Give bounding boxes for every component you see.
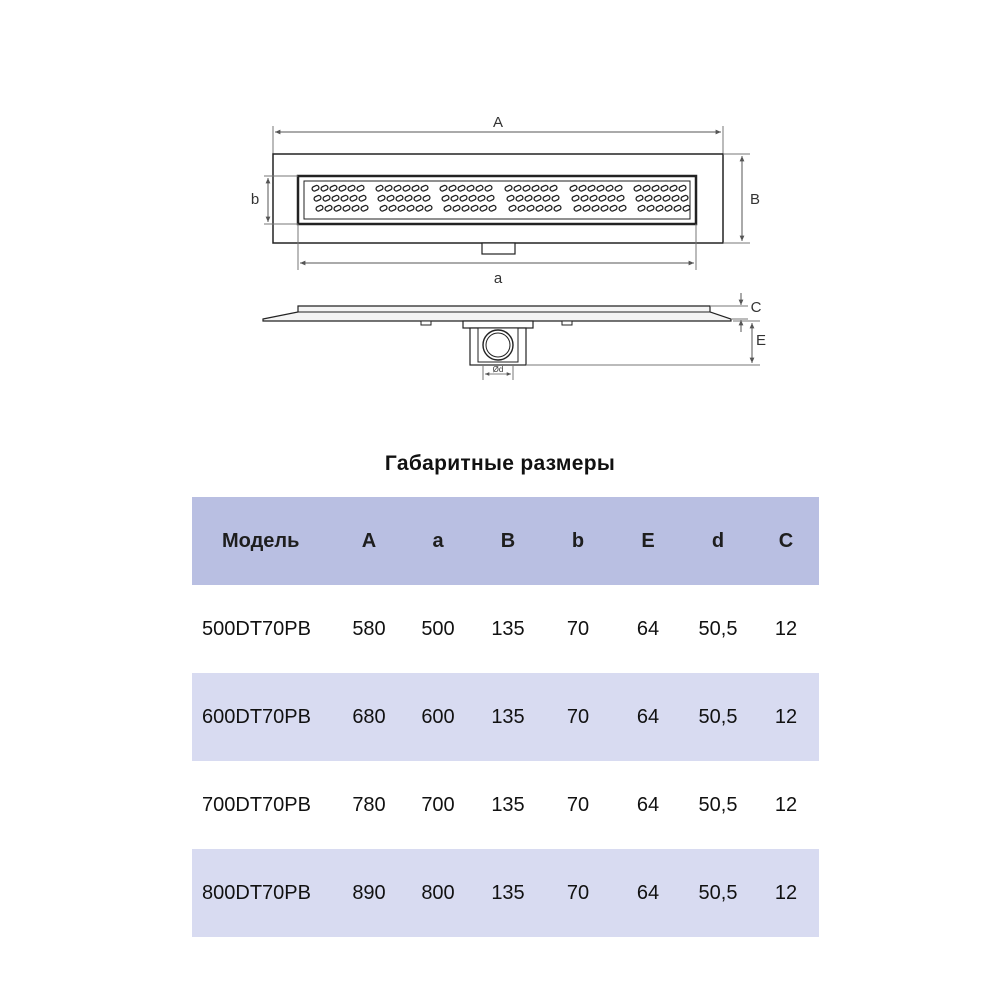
- header-cell-B: B: [473, 497, 543, 585]
- table-row: [192, 761, 819, 849]
- dimension-b-label: b: [250, 191, 260, 208]
- side-foot-right: [562, 321, 572, 325]
- dimensions-table: [192, 497, 819, 937]
- dimension-B-label: B: [749, 191, 761, 208]
- cell-b: 70: [543, 673, 613, 761]
- cell-A: 890: [335, 849, 403, 937]
- cell-E: 64: [636, 617, 660, 640]
- dimension-C-label: C: [750, 299, 762, 316]
- cell-d: 50,5: [683, 673, 753, 761]
- cell-C: 12: [774, 617, 798, 640]
- side-flange: [263, 306, 731, 321]
- header-cell-d: d: [683, 497, 753, 585]
- header-cell-a: a: [403, 497, 473, 585]
- cell-a: 700: [421, 793, 455, 816]
- cell-model: 800DT70PB: [192, 849, 335, 937]
- table-row: [192, 585, 819, 673]
- dimension-A: [273, 114, 723, 154]
- dimension-C: [710, 293, 762, 332]
- cell-b: 70: [566, 617, 590, 640]
- table-title: Габаритные размеры: [384, 452, 616, 475]
- cell-a: 600: [403, 673, 473, 761]
- cell-C: 12: [774, 793, 798, 816]
- cell-d: 50,5: [698, 793, 738, 816]
- cell-B: 135: [491, 617, 525, 640]
- cell-E: 64: [636, 793, 660, 816]
- dimension-B: [723, 154, 760, 243]
- header-cell-model: Модель: [192, 497, 335, 585]
- dimension-a-label: a: [493, 270, 503, 287]
- table-row: [192, 673, 819, 761]
- cell-B: 135: [473, 673, 543, 761]
- dimension-d: [483, 365, 513, 380]
- table-row: [192, 849, 819, 937]
- dimension-d-label: Ød: [492, 365, 504, 374]
- cell-B: 135: [491, 793, 525, 816]
- cell-C: 12: [753, 673, 819, 761]
- technical-drawing: [0, 0, 1000, 420]
- cell-d: 50,5: [683, 849, 753, 937]
- cell-d: 50,5: [698, 617, 738, 640]
- dimension-E-label: E: [755, 332, 767, 349]
- cell-E: 64: [613, 849, 683, 937]
- cell-C: 12: [753, 849, 819, 937]
- cell-A: 580: [352, 617, 386, 640]
- header-cell-b: b: [543, 497, 613, 585]
- cell-B: 135: [473, 849, 543, 937]
- cell-b: 70: [543, 849, 613, 937]
- outlet-tab: [482, 243, 515, 254]
- dimension-A-label: A: [492, 114, 504, 131]
- cell-a: 800: [403, 849, 473, 937]
- cell-A: 780: [352, 793, 386, 816]
- header-cell-E: E: [613, 497, 683, 585]
- cell-model: 500DT70PB: [202, 617, 311, 640]
- table-header-row: [192, 497, 819, 585]
- cell-a: 500: [421, 617, 455, 640]
- header-cell-C: C: [753, 497, 819, 585]
- header-cell-A: A: [335, 497, 403, 585]
- outlet-box: [463, 321, 533, 328]
- cell-A: 680: [335, 673, 403, 761]
- cell-model: 700DT70PB: [202, 793, 311, 816]
- outlet-pipe-circle: [483, 330, 513, 360]
- cell-b: 70: [566, 793, 590, 816]
- side-view: [263, 293, 766, 380]
- cell-E: 64: [613, 673, 683, 761]
- top-view: [251, 114, 760, 287]
- cell-model: 600DT70PB: [192, 673, 335, 761]
- side-foot-left: [421, 321, 431, 325]
- dimension-E: [526, 321, 766, 365]
